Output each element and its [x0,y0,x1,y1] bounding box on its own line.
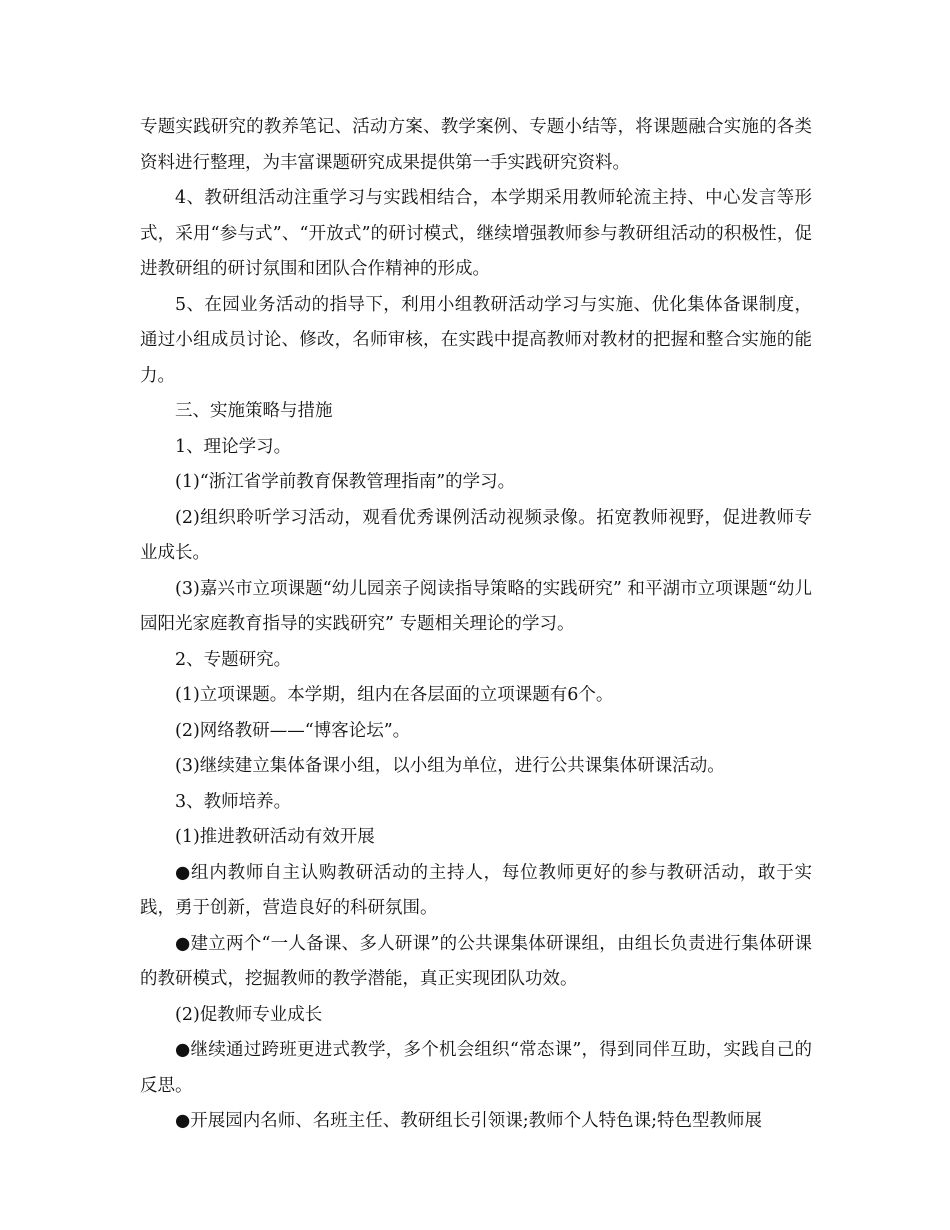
list-item: (1)推进教研活动有效开展 [175,827,375,847]
list-item: (1)“浙江省学前教育保教管理指南”的学习。 [175,472,516,492]
list-item: (3)继续建立集体备课小组，以小组为单位，进行公共课集体研课活动。 [175,756,725,776]
list-item: (1)立项课题。本学期，组内在各层面的立项课题有6个。 [175,685,614,705]
paragraph: 专题实践研究的教养笔记、活动方案、教学案例、专题小结等，将课题融合实施的各类资料进行整理，为丰富课题研究成果提供第一手实践研究资料。 [140,117,812,173]
paragraph: 4、教研组活动注重学习与实践相结合，本学期采用教师轮流主持、中心发言等形式，采用“参与式”、“开放式”的研讨模式，继续增强教师参与教研组活动的积极性，促进教研组的研讨氛围和团队合作精神的形成。 [140,188,812,279]
list-item: (2)网络教研——“博客论坛”。 [175,720,411,741]
list-item: (2)组织聆听学习活动，观看优秀课例活动视频录像。拓宽教师视野，促进教师专业成长。 [140,507,812,563]
subsection-heading: 3、教师培养。 [175,791,292,812]
section-heading: 三、实施策略与措施 [175,401,333,421]
subsection-heading: 1、理论学习。 [175,436,292,457]
list-item: (3)嘉兴市立项课题“幼儿园亲子阅读指导策略的实践研究” 和平湖市立项课题“幼儿园阳光家庭教育指导的实践研究” 专题相关理论的学习。 [140,578,812,634]
bullet-item: ●继续通过跨班更进式教学，多个机会组织“常态课”，得到同伴互助，实践自己的反思。 [140,1040,812,1096]
document-body [140,110,812,1140]
bullet-item: ●建立两个“一人备课、多人研课”的公共课集体研课组，由组长负责进行集体研课的教研模式，挖掘教师的教学潜能，真正实现团队功效。 [140,933,812,989]
list-item: (2)促教师专业成长 [175,1004,323,1025]
subsection-heading: 2、专题研究。 [175,649,292,670]
bullet-item: ●组内教师自主认购教研活动的主持人，每位教师更好的参与教研活动，敢于实践，勇于创新，营造良好的科研氛围。 [140,862,812,918]
paragraph: 5、在园业务活动的指导下，利用小组教研活动学习与实施、优化集体备课制度，通过小组成员讨论、修改，名师审核，在实践中提高教师对教材的把握和整合实施的能力。 [140,294,812,386]
bullet-item: ●开展园内名师、名班主任、教研组长引领课;教师个人特色课;特色型教师展 [175,1111,763,1131]
